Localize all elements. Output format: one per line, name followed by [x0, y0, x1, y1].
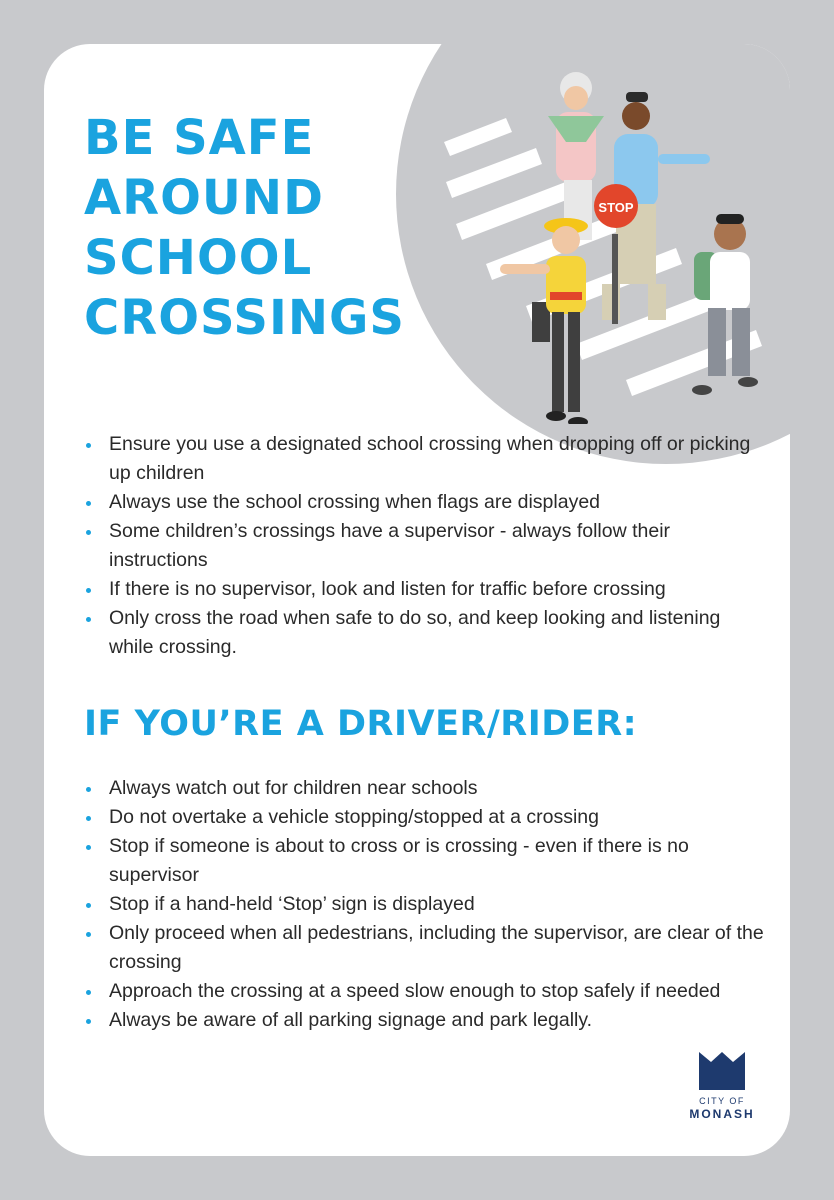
list-item: Always use the school crossing when flags are displayed	[84, 488, 764, 517]
page-title	[84, 108, 405, 348]
driver-section-heading: IF YOU’RE A DRIVER/RIDER:	[84, 704, 638, 744]
list-item: Do not overtake a vehicle stopping/stopped at a crossing	[84, 803, 764, 832]
list-item: Only proceed when all pedestrians, including the supervisor, are clear of the crossing	[84, 919, 764, 977]
list-item: Approach the crossing at a speed slow enough to stop safely if needed	[84, 977, 764, 1006]
title-line: AROUND	[84, 170, 324, 226]
list-item: If there is no supervisor, look and listen for traffic before crossing	[84, 575, 764, 604]
title-line: SCHOOL	[84, 230, 313, 286]
city-of-monash-logo	[682, 1048, 762, 1121]
title-line: BE SAFE	[84, 110, 315, 166]
pedestrian-tips-list	[84, 430, 764, 662]
logo-line-2: MONASH	[689, 1107, 755, 1121]
list-item: Stop if a hand-held ‘Stop’ sign is displayed	[84, 890, 764, 919]
list-item: Always watch out for children near schools	[84, 774, 764, 803]
list-item: Ensure you use a designated school crossing when dropping off or picking up children	[84, 430, 764, 488]
list-item: Some children’s crossings have a supervisor - always follow their instructions	[84, 517, 764, 575]
driver-tips-list	[84, 774, 764, 1035]
poster-card	[44, 44, 790, 1156]
list-item: Always be aware of all parking signage and park legally.	[84, 1006, 764, 1035]
list-item: Only cross the road when safe to do so, and keep looking and listening while crossing.	[84, 604, 764, 662]
crossing-supervisor-figure	[500, 184, 638, 424]
stop-sign-text: STOP	[598, 200, 634, 215]
logo-line-1: CITY OF	[699, 1096, 745, 1106]
title-line: CROSSINGS	[84, 290, 405, 346]
monash-m-icon	[699, 1048, 745, 1090]
list-item: Stop if someone is about to cross or is crossing - even if there is no supervisor	[84, 832, 764, 890]
crossing-illustration	[396, 44, 790, 424]
